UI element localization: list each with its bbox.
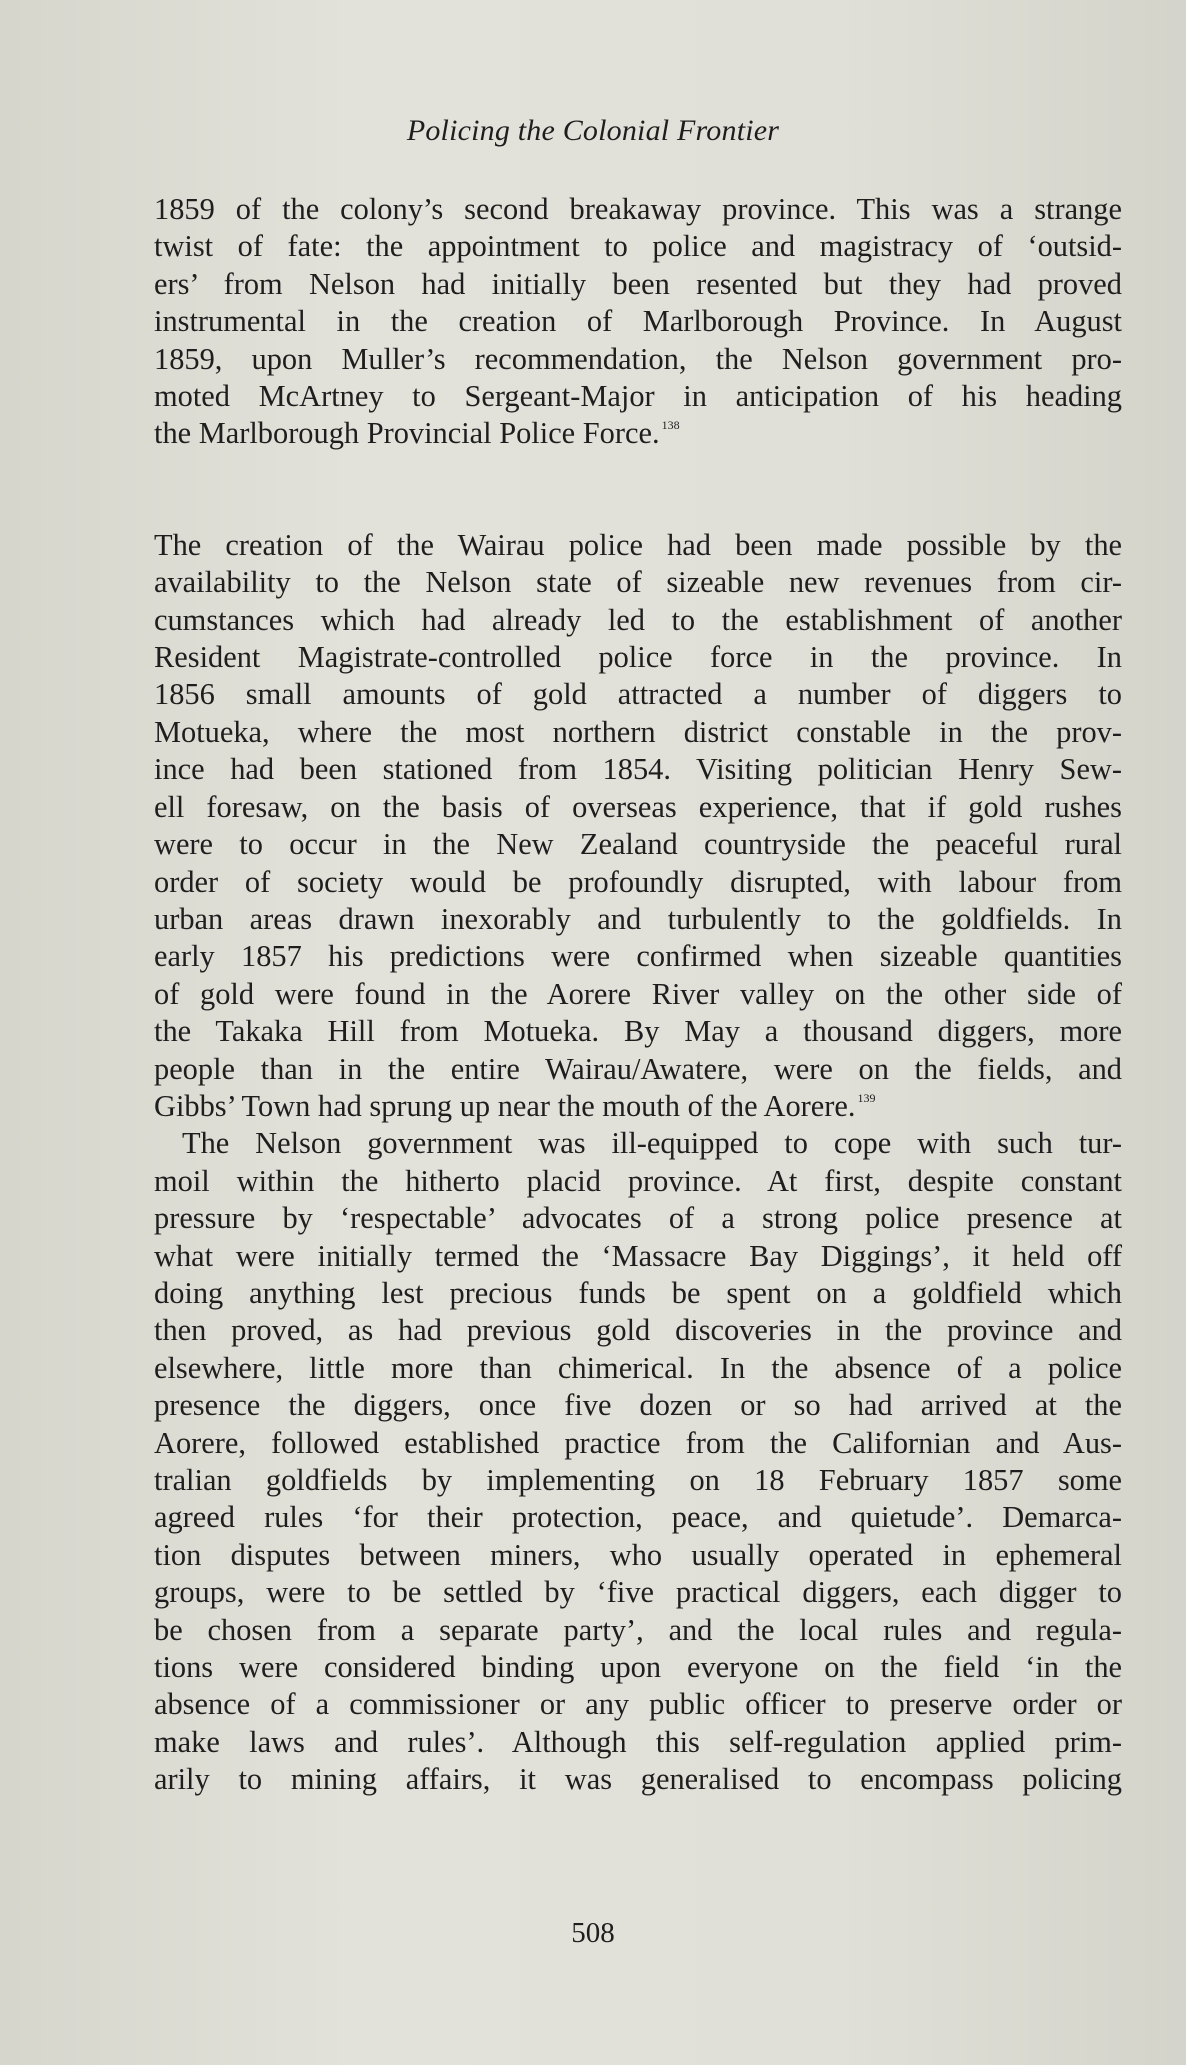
text-line: tralian goldfields by implementing on 18 February 1857 some	[154, 1463, 1122, 1497]
body-text	[154, 191, 1122, 1799]
paragraph-1	[154, 191, 1122, 453]
text-line: twist of fate: the appointment to police and magistracy of ‘outsid-	[154, 229, 1122, 264]
text-line: availability to the Nelson state of sizeable new revenues from cir-	[154, 565, 1122, 600]
text-line: absence of a commissioner or any public officer to preserve order or	[154, 1687, 1122, 1722]
page-number: 508	[571, 1917, 615, 1949]
text-line: the Marlborough Provincial Police Force.	[154, 416, 660, 451]
text-line: make laws and rules’. Although this self-regulation applied prim-	[154, 1724, 1122, 1759]
text-line: urban areas drawn inexorably and turbulently to the goldfields. In	[154, 901, 1122, 936]
text-line: The Nelson government was ill-equipped to cope with such tur-	[182, 1126, 1122, 1161]
text-line: tions were considered binding upon everyone on the field ‘in the	[154, 1650, 1122, 1685]
text-line: ell foresaw, on the basis of overseas experience, that if gold rushes	[154, 789, 1122, 824]
text-line-last	[154, 415, 1122, 452]
text-line: were to occur in the New Zealand countryside the peaceful rural	[154, 827, 1122, 862]
text-line: groups, were to be settled by ‘five practical diggers, each digger to	[154, 1575, 1122, 1610]
paragraph-2	[154, 527, 1122, 1126]
text-line: cumstances which had already led to the establishment of another	[154, 602, 1122, 637]
running-head: Policing the Colonial Frontier	[406, 114, 780, 147]
paragraph-3	[154, 1125, 1122, 1798]
text-line: instrumental in the creation of Marlborough Province. In August	[154, 304, 1122, 339]
footnote-marker: 139	[857, 1090, 876, 1105]
text-line: order of society would be profoundly disrupted, with labour from	[154, 864, 1122, 899]
text-line: moil within the hitherto placid province. At first, despite constant	[154, 1163, 1122, 1198]
text-line: early 1857 his predictions were confirmed when sizeable quantities	[154, 939, 1122, 974]
text-line: 1856 small amounts of gold attracted a number of diggers to	[154, 677, 1122, 712]
text-line: Resident Magistrate-controlled police force in the province. In	[154, 640, 1122, 675]
text-line: pressure by ‘respectable’ advocates of a strong police presence at	[154, 1201, 1122, 1236]
text-line: presence the diggers, once five dozen or so had arrived at the	[154, 1388, 1122, 1423]
text-line: doing anything lest precious funds be spent on a goldfield which	[154, 1275, 1122, 1310]
text-line: the Takaka Hill from Motueka. By May a thousand diggers, more	[154, 1014, 1122, 1049]
text-line: agreed rules ‘for their protection, peace, and quietude’. Demarca-	[154, 1500, 1122, 1535]
text-line: be chosen from a separate party’, and the local rules and regula-	[154, 1612, 1122, 1647]
footnote-marker: 138	[661, 418, 680, 433]
text-line: Motueka, where the most northern district constable in the prov-	[154, 714, 1122, 749]
text-line: 1859 of the colony’s second breakaway province. This was a strange	[154, 192, 1122, 226]
text-line: what were initially termed the ‘Massacre Bay Diggings’, it held off	[154, 1238, 1122, 1273]
text-line: elsewhere, little more than chimerical. In the absence of a police	[154, 1350, 1122, 1385]
text-line: ers’ from Nelson had initially been resented but they had proved	[154, 266, 1122, 301]
text-line: then proved, as had previous gold discoveries in the province and	[154, 1313, 1122, 1348]
text-line: tion disputes between miners, who usually operated in ephemeral	[154, 1537, 1122, 1572]
text-line: moted McArtney to Sergeant-Major in anticipation of his heading	[154, 379, 1122, 414]
text-line: 1859, upon Muller’s recommendation, the Nelson government pro-	[154, 341, 1122, 376]
text-line: The creation of the Wairau police had been made possible by the	[154, 527, 1122, 562]
text-line-last	[154, 1088, 1122, 1125]
text-line: Gibbs’ Town had sprung up near the mouth of the Aorere.	[154, 1088, 856, 1123]
text-line: arily to mining affairs, it was generalised to encompass policing	[154, 1762, 1122, 1797]
text-line: people than in the entire Wairau/Awatere, were on the fields, and	[154, 1051, 1122, 1086]
text-line: of gold were found in the Aorere River valley on the other side of	[154, 976, 1122, 1011]
text-line: Aorere, followed established practice from the Californian and Aus-	[154, 1425, 1122, 1460]
text-line: ince had been stationed from 1854. Visiting politician Henry Sew-	[154, 752, 1122, 787]
